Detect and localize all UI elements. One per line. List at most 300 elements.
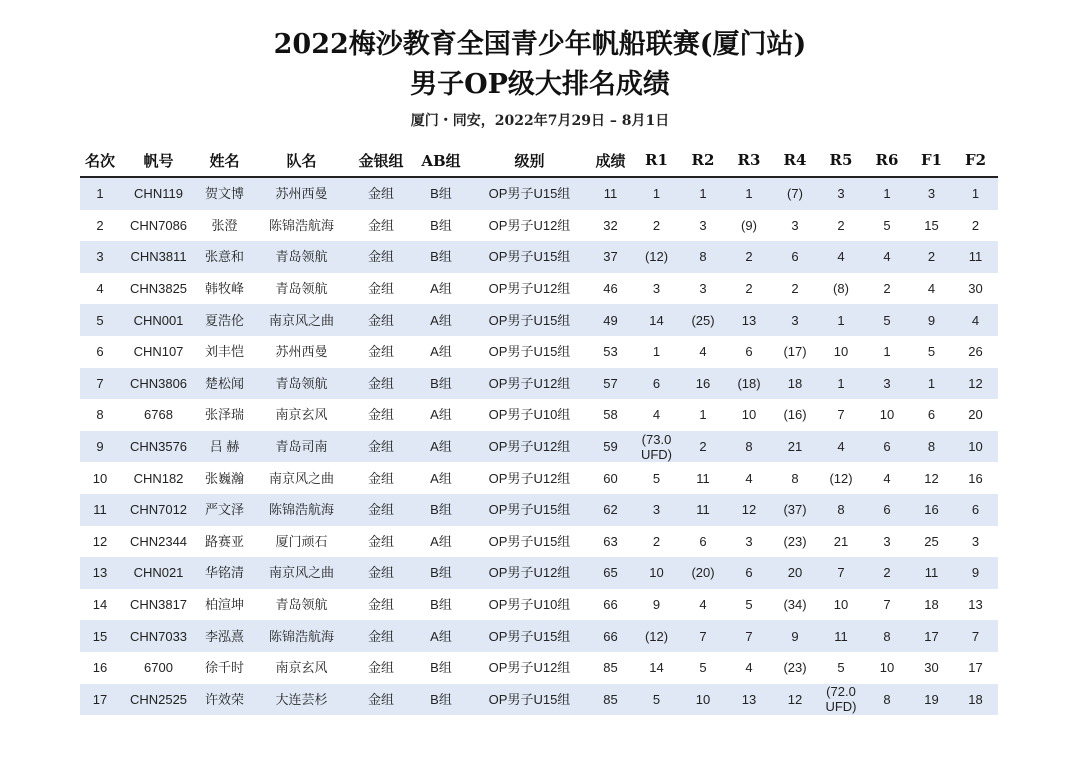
- table-cell: (23): [772, 652, 818, 684]
- table-cell: 徐千时: [197, 652, 252, 684]
- table-cell: 6: [953, 494, 998, 526]
- table-cell: 85: [588, 684, 633, 716]
- table-cell: 2: [864, 557, 910, 589]
- table-cell: 10: [80, 462, 120, 494]
- table-cell: CHN7086: [120, 210, 197, 242]
- table-cell: 5: [633, 462, 680, 494]
- table-cell: 17: [953, 652, 998, 684]
- table-row: [80, 273, 998, 305]
- table-row: [80, 526, 998, 558]
- table-cell: CHN3806: [120, 368, 197, 400]
- table-cell: OP男子U12组: [471, 368, 588, 400]
- table-cell: OP男子U15组: [471, 336, 588, 368]
- table-cell: 11: [818, 620, 864, 652]
- table-header: [80, 144, 998, 177]
- table-cell: CHN182: [120, 462, 197, 494]
- table-cell: 金组: [351, 177, 411, 210]
- table-cell: 62: [588, 494, 633, 526]
- table-cell: 63: [588, 526, 633, 558]
- table-cell: 18: [953, 684, 998, 716]
- table-cell: 66: [588, 589, 633, 621]
- table-cell: 6768: [120, 399, 197, 431]
- table-cell: 19: [910, 684, 953, 716]
- table-cell: 大连芸杉: [252, 684, 351, 716]
- table-cell: 7: [818, 399, 864, 431]
- table-cell: 8: [864, 684, 910, 716]
- table-cell: 6: [864, 494, 910, 526]
- table-cell: 66: [588, 620, 633, 652]
- table-cell: 金组: [351, 652, 411, 684]
- table-cell: (25): [680, 304, 726, 336]
- table-cell: B组: [411, 557, 471, 589]
- table-cell: OP男子U12组: [471, 273, 588, 305]
- table-cell: 6: [910, 399, 953, 431]
- table-cell: A组: [411, 273, 471, 305]
- table-cell: 65: [588, 557, 633, 589]
- table-cell: 夏浩伦: [197, 304, 252, 336]
- table-cell: 金组: [351, 462, 411, 494]
- table-cell: 青岛司南: [252, 431, 351, 463]
- table-cell: (23): [772, 526, 818, 558]
- table-cell: B组: [411, 177, 471, 210]
- table-cell: 8: [772, 462, 818, 494]
- table-cell: 3: [80, 241, 120, 273]
- table-cell: 南京风之曲: [252, 557, 351, 589]
- table-cell: 金组: [351, 589, 411, 621]
- table-cell: 2: [633, 526, 680, 558]
- table-cell: 10: [953, 431, 998, 463]
- table-cell: OP男子U12组: [471, 431, 588, 463]
- table-cell: 9: [953, 557, 998, 589]
- table-cell: B组: [411, 494, 471, 526]
- table-cell: 4: [80, 273, 120, 305]
- table-cell: 6: [864, 431, 910, 463]
- table-cell: 金组: [351, 494, 411, 526]
- table-cell: 6: [726, 336, 772, 368]
- table-cell: 13: [953, 589, 998, 621]
- table-cell: 厦门顽石: [252, 526, 351, 558]
- table-cell: 12: [953, 368, 998, 400]
- table-cell: 1: [910, 368, 953, 400]
- table-cell: 陈锦浩航海: [252, 210, 351, 242]
- table-cell: 8: [680, 241, 726, 273]
- table-cell: 11: [680, 494, 726, 526]
- table-cell: 李泓熹: [197, 620, 252, 652]
- column-header: R5: [818, 144, 864, 177]
- table-cell: OP男子U12组: [471, 210, 588, 242]
- table-cell: 10: [726, 399, 772, 431]
- table-cell: (16): [772, 399, 818, 431]
- table-cell: 4: [680, 589, 726, 621]
- table-cell: OP男子U15组: [471, 494, 588, 526]
- table-cell: CHN119: [120, 177, 197, 210]
- table-cell: OP男子U10组: [471, 589, 588, 621]
- table-cell: 3: [680, 210, 726, 242]
- table-cell: 20: [953, 399, 998, 431]
- table-cell: A组: [411, 462, 471, 494]
- table-row: [80, 177, 998, 210]
- column-header: 名次: [80, 144, 120, 177]
- table-cell: 18: [910, 589, 953, 621]
- table-cell: 南京风之曲: [252, 304, 351, 336]
- table-cell: 4: [726, 462, 772, 494]
- table-cell: 11: [910, 557, 953, 589]
- table-cell: 3: [818, 177, 864, 210]
- column-header: R3: [726, 144, 772, 177]
- table-cell: (20): [680, 557, 726, 589]
- table-cell: 2: [818, 210, 864, 242]
- table-cell: OP男子U15组: [471, 526, 588, 558]
- table-cell: 3: [864, 526, 910, 558]
- table-cell: 4: [680, 336, 726, 368]
- table-cell: 路赛亚: [197, 526, 252, 558]
- table-cell: 17: [910, 620, 953, 652]
- table-cell: A组: [411, 304, 471, 336]
- table-cell: 1: [726, 177, 772, 210]
- table-cell: (8): [818, 273, 864, 305]
- table-cell: 4: [864, 241, 910, 273]
- table-cell: 7: [864, 589, 910, 621]
- table-cell: 16: [680, 368, 726, 400]
- table-cell: 8: [864, 620, 910, 652]
- page-subtitle-title: 男子OP级大排名成绩: [410, 69, 670, 100]
- table-cell: 32: [588, 210, 633, 242]
- table-cell: 6: [633, 368, 680, 400]
- table-row: [80, 494, 998, 526]
- table-cell: 金组: [351, 684, 411, 716]
- table-cell: OP男子U10组: [471, 399, 588, 431]
- table-cell: 3: [772, 304, 818, 336]
- table-cell: 26: [953, 336, 998, 368]
- table-cell: OP男子U15组: [471, 177, 588, 210]
- column-header: 帆号: [120, 144, 197, 177]
- table-cell: 14: [633, 304, 680, 336]
- table-cell: 1: [953, 177, 998, 210]
- table-cell: 10: [680, 684, 726, 716]
- table-cell: 18: [772, 368, 818, 400]
- results-table: [80, 144, 998, 715]
- event-location-date: 厦门・同安，2022年7月29日 – 8月1日: [410, 113, 670, 129]
- table-cell: 13: [726, 684, 772, 716]
- table-row: [80, 589, 998, 621]
- table-cell: 金组: [351, 241, 411, 273]
- table-cell: 10: [818, 336, 864, 368]
- table-cell: CHN7033: [120, 620, 197, 652]
- table-cell: 南京风之曲: [252, 462, 351, 494]
- table-cell: A组: [411, 526, 471, 558]
- column-header: R6: [864, 144, 910, 177]
- table-cell: 5: [910, 336, 953, 368]
- table-cell: 6: [726, 557, 772, 589]
- table-cell: 8: [726, 431, 772, 463]
- column-header: F1: [910, 144, 953, 177]
- table-cell: 3: [772, 210, 818, 242]
- column-header: R4: [772, 144, 818, 177]
- table-cell: 15: [910, 210, 953, 242]
- table-cell: 华铭清: [197, 557, 252, 589]
- table-cell: 46: [588, 273, 633, 305]
- table-cell: (72.0 UFD): [818, 684, 864, 716]
- table-cell: 金组: [351, 304, 411, 336]
- table-cell: 30: [910, 652, 953, 684]
- table-cell: (7): [772, 177, 818, 210]
- table-cell: CHN2344: [120, 526, 197, 558]
- table-cell: 3: [864, 368, 910, 400]
- table-cell: 7: [680, 620, 726, 652]
- column-header: 级别: [471, 144, 588, 177]
- table-cell: B组: [411, 210, 471, 242]
- table-cell: 4: [864, 462, 910, 494]
- table-row: [80, 462, 998, 494]
- column-header: 金银组: [351, 144, 411, 177]
- table-cell: 2: [910, 241, 953, 273]
- table-cell: 14: [633, 652, 680, 684]
- table-cell: 6700: [120, 652, 197, 684]
- column-header: R1: [633, 144, 680, 177]
- table-cell: 2: [953, 210, 998, 242]
- table-row: [80, 684, 998, 716]
- table-cell: 贺文博: [197, 177, 252, 210]
- table-cell: 12: [726, 494, 772, 526]
- table-cell: 21: [818, 526, 864, 558]
- table-cell: 8: [818, 494, 864, 526]
- table-cell: 1: [864, 177, 910, 210]
- table-cell: 许效荣: [197, 684, 252, 716]
- table-cell: 60: [588, 462, 633, 494]
- table-cell: 金组: [351, 368, 411, 400]
- table-cell: 陈锦浩航海: [252, 620, 351, 652]
- table-cell: 6: [680, 526, 726, 558]
- table-row: [80, 557, 998, 589]
- table-cell: 韩牧峰: [197, 273, 252, 305]
- table-cell: 7: [818, 557, 864, 589]
- table-cell: 12: [910, 462, 953, 494]
- table-cell: 1: [80, 177, 120, 210]
- table-cell: 16: [953, 462, 998, 494]
- table-cell: 14: [80, 589, 120, 621]
- table-cell: A组: [411, 336, 471, 368]
- table-cell: 3: [633, 494, 680, 526]
- column-header: AB组: [411, 144, 471, 177]
- table-cell: 青岛领航: [252, 368, 351, 400]
- table-cell: 10: [864, 399, 910, 431]
- table-cell: 金组: [351, 431, 411, 463]
- table-cell: (73.0 UFD): [633, 431, 680, 463]
- table-cell: CHN3817: [120, 589, 197, 621]
- table-cell: 张意和: [197, 241, 252, 273]
- table-cell: 3: [953, 526, 998, 558]
- table-cell: 3: [726, 526, 772, 558]
- table-cell: 1: [818, 368, 864, 400]
- table-cell: 1: [633, 177, 680, 210]
- table-cell: 11: [953, 241, 998, 273]
- table-cell: 苏州西曼: [252, 336, 351, 368]
- table-cell: 58: [588, 399, 633, 431]
- table-cell: 11: [588, 177, 633, 210]
- table-cell: 53: [588, 336, 633, 368]
- table-cell: 25: [910, 526, 953, 558]
- table-cell: OP男子U15组: [471, 304, 588, 336]
- table-cell: 1: [864, 336, 910, 368]
- table-cell: 16: [910, 494, 953, 526]
- table-cell: 青岛领航: [252, 589, 351, 621]
- table-cell: 10: [633, 557, 680, 589]
- table-cell: 5: [818, 652, 864, 684]
- table-cell: 2: [772, 273, 818, 305]
- table-cell: OP男子U15组: [471, 241, 588, 273]
- table-cell: CHN2525: [120, 684, 197, 716]
- table-cell: OP男子U12组: [471, 462, 588, 494]
- table-cell: 2: [80, 210, 120, 242]
- table-cell: 21: [772, 431, 818, 463]
- table-cell: 南京玄风: [252, 399, 351, 431]
- table-cell: 7: [726, 620, 772, 652]
- header-row: [80, 144, 998, 177]
- table-cell: 南京玄风: [252, 652, 351, 684]
- table-cell: 5: [726, 589, 772, 621]
- table-cell: 2: [633, 210, 680, 242]
- table-cell: 金组: [351, 336, 411, 368]
- table-row: [80, 431, 998, 463]
- table-cell: 金组: [351, 399, 411, 431]
- table-cell: 青岛领航: [252, 273, 351, 305]
- table-cell: B组: [411, 589, 471, 621]
- table-cell: OP男子U12组: [471, 652, 588, 684]
- table-cell: CHN021: [120, 557, 197, 589]
- table-cell: CHN7012: [120, 494, 197, 526]
- table-cell: 85: [588, 652, 633, 684]
- table-cell: CHN3576: [120, 431, 197, 463]
- table-cell: B组: [411, 368, 471, 400]
- table-cell: 7: [953, 620, 998, 652]
- table-cell: 柏渲坤: [197, 589, 252, 621]
- table-cell: 10: [818, 589, 864, 621]
- table-cell: 12: [772, 684, 818, 716]
- table-cell: B组: [411, 684, 471, 716]
- column-header: 姓名: [197, 144, 252, 177]
- table-cell: 11: [680, 462, 726, 494]
- table-cell: 苏州西曼: [252, 177, 351, 210]
- table-cell: A组: [411, 399, 471, 431]
- table-cell: 2: [726, 241, 772, 273]
- table-cell: 8: [80, 399, 120, 431]
- table-cell: CHN3825: [120, 273, 197, 305]
- table-row: [80, 652, 998, 684]
- table-cell: (12): [633, 241, 680, 273]
- table-body: [80, 177, 998, 715]
- table-cell: 7: [80, 368, 120, 400]
- table-cell: 青岛领航: [252, 241, 351, 273]
- table-row: [80, 304, 998, 336]
- table-cell: 刘丰恺: [197, 336, 252, 368]
- table-cell: 15: [80, 620, 120, 652]
- table-cell: 5: [80, 304, 120, 336]
- table-cell: 9: [910, 304, 953, 336]
- table-cell: 1: [818, 304, 864, 336]
- table-cell: 3: [680, 273, 726, 305]
- table-cell: 2: [680, 431, 726, 463]
- table-cell: 6: [80, 336, 120, 368]
- table-cell: 13: [726, 304, 772, 336]
- table-cell: A组: [411, 431, 471, 463]
- table-cell: (12): [818, 462, 864, 494]
- table-cell: 金组: [351, 557, 411, 589]
- table-cell: 9: [633, 589, 680, 621]
- table-cell: (17): [772, 336, 818, 368]
- table-cell: OP男子U12组: [471, 557, 588, 589]
- table-row: [80, 399, 998, 431]
- table-cell: OP男子U15组: [471, 684, 588, 716]
- table-cell: 11: [80, 494, 120, 526]
- table-cell: 4: [633, 399, 680, 431]
- table-cell: 10: [864, 652, 910, 684]
- table-cell: 8: [910, 431, 953, 463]
- table-cell: 13: [80, 557, 120, 589]
- table-cell: (12): [633, 620, 680, 652]
- table-cell: (18): [726, 368, 772, 400]
- page-title: 2022梅沙教育全国青少年帆船联赛(厦门站): [273, 29, 807, 60]
- table-row: [80, 241, 998, 273]
- table-row: [80, 210, 998, 242]
- column-header: R2: [680, 144, 726, 177]
- table-cell: 37: [588, 241, 633, 273]
- table-cell: CHN107: [120, 336, 197, 368]
- column-header: 成绩: [588, 144, 633, 177]
- table-cell: 12: [80, 526, 120, 558]
- table-cell: 20: [772, 557, 818, 589]
- table-cell: 4: [818, 431, 864, 463]
- table-cell: 30: [953, 273, 998, 305]
- table-cell: 49: [588, 304, 633, 336]
- table-cell: 张巍瀚: [197, 462, 252, 494]
- table-cell: B组: [411, 241, 471, 273]
- table-cell: 金组: [351, 620, 411, 652]
- table-cell: A组: [411, 620, 471, 652]
- column-header: F2: [953, 144, 998, 177]
- table-cell: 57: [588, 368, 633, 400]
- table-cell: 陈锦浩航海: [252, 494, 351, 526]
- table-cell: 3: [910, 177, 953, 210]
- table-row: [80, 620, 998, 652]
- table-cell: 6: [772, 241, 818, 273]
- table-cell: 3: [633, 273, 680, 305]
- table-cell: 1: [680, 177, 726, 210]
- table-cell: 4: [818, 241, 864, 273]
- table-cell: 5: [680, 652, 726, 684]
- table-cell: 吕 赫: [197, 431, 252, 463]
- table-cell: 5: [864, 210, 910, 242]
- table-row: [80, 336, 998, 368]
- table-cell: 59: [588, 431, 633, 463]
- table-cell: (37): [772, 494, 818, 526]
- table-cell: B组: [411, 652, 471, 684]
- table-cell: 楚松闻: [197, 368, 252, 400]
- table-cell: 2: [864, 273, 910, 305]
- table-cell: CHN001: [120, 304, 197, 336]
- table-cell: 1: [633, 336, 680, 368]
- table-cell: 4: [726, 652, 772, 684]
- table-cell: 9: [772, 620, 818, 652]
- table-cell: 2: [726, 273, 772, 305]
- table-cell: 5: [633, 684, 680, 716]
- table-cell: 严文泽: [197, 494, 252, 526]
- table-cell: 17: [80, 684, 120, 716]
- table-cell: 金组: [351, 210, 411, 242]
- table-row: [80, 368, 998, 400]
- table-cell: CHN3811: [120, 241, 197, 273]
- table-cell: (9): [726, 210, 772, 242]
- table-cell: (34): [772, 589, 818, 621]
